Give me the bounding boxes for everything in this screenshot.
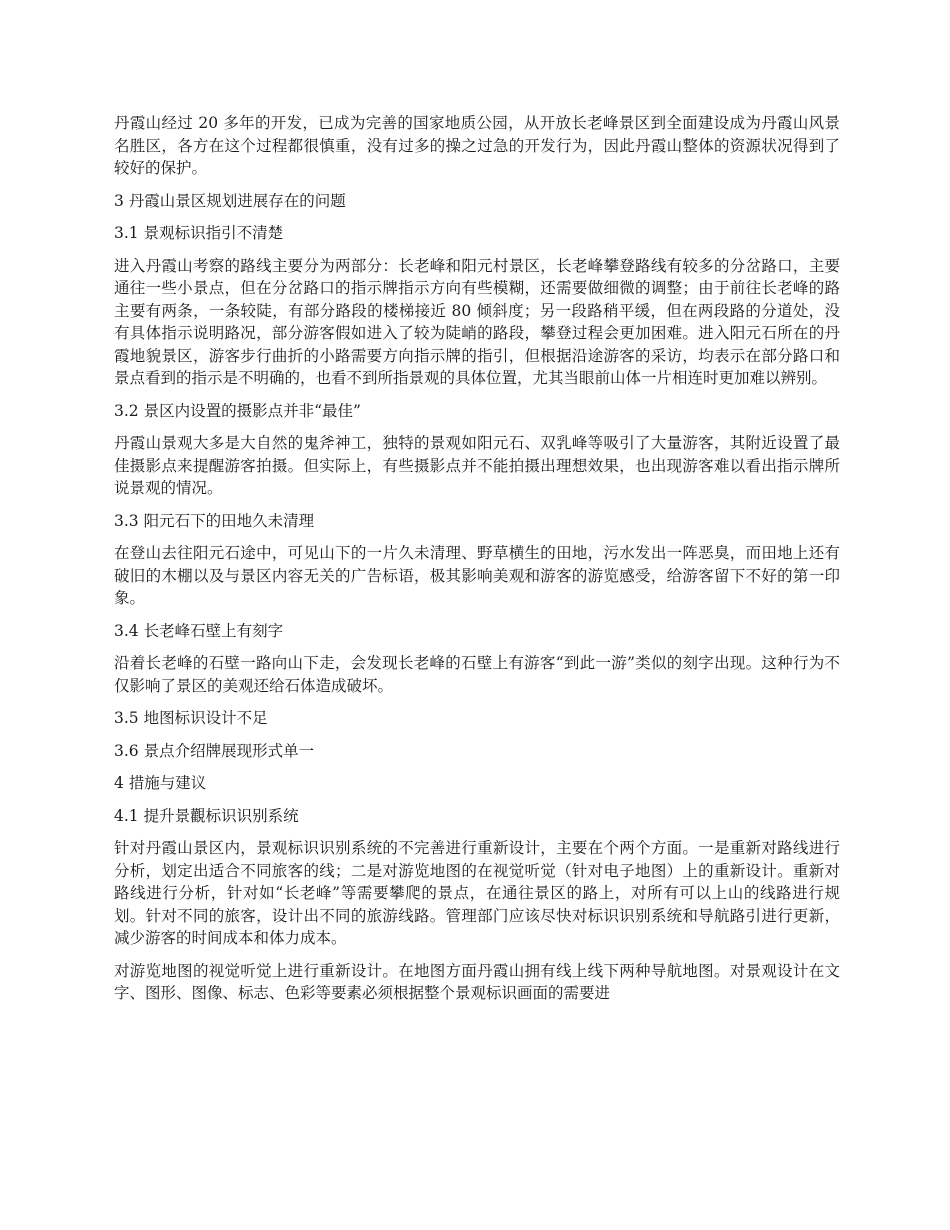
paragraph-3-2: 丹霞山景观大多是大自然的鬼斧神工，独特的景观如阳元石、双乳峰等吸引了大量游客，其附近设置了最佳摄影点来提醒游客拍摄。但实际上，有些摄影点并不能拍摄出理想效果，也出现游客难以看出指示牌所说景观的情况。 <box>114 434 840 497</box>
subsection-heading-3-1: 3.1 景观标识指引不清楚 <box>114 224 284 242</box>
section-heading-4: 4 措施与建议 <box>114 774 207 792</box>
paragraph-4-1: 针对丹霞山景区内，景观标识识别系统的不完善进行重新设计，主要在个两个方面。一是重新对路线进行分析，划定出适合不同旅客的线；二是对游览地图的在视觉听觉（针对电子地图）上的重新设计。重新对路线进行分析，针对如“长老峰”等需要攀爬的景点，在通往景区的路上，对所有可以上山的线路进行规划。针对不同的旅客，设计出不同的旅游线路。管理部门应该尽快对标识识别系统和导航路引进行更新，减少游客的时间成本和体力成本。 <box>114 839 840 947</box>
subsection-heading-4-1: 4.1 提升景觀标识识别系统 <box>114 806 299 825</box>
subsection-heading-3-6: 3.6 景点介绍牌展现形式单一 <box>114 741 315 760</box>
section-heading-3: 3 丹霞山景区规划进展存在的问题 <box>114 191 346 210</box>
subsection-heading-3-4: 3.4 长老峰石壁上有刻字 <box>114 621 284 640</box>
paragraph-3-4: 沿着长老峰的石壁一路向山下走，会发现长老峰的石壁上有游客“到此一游”类似的刻字出现。这种行为不仅影响了景区的美观还给石体造成破坏。 <box>114 654 840 695</box>
paragraph-intro: 丹霞山经过 20 多年的开发，已成为完善的国家地质公园，从开放长老峰景区到全面建设成为丹霞山风景名胜区，各方在这个过程都很慎重，没有过多的操之过急的开发行为，因此丹霞山整体的资源状况得到了较好的保护。 <box>114 114 840 177</box>
paragraph-3-1: 进入丹霞山考察的路线主要分为两部分：长老峰和阳元村景区，长老峰攀登路线有较多的分岔路口，主要通往一些小景点，但在分岔路口的指示牌指示方向有些模糊，还需要做细微的调整；由于前往长老峰的路主要有两条，一条较陡，有部分路段的楼梯接近 80 倾斜度；另一段路稍平缓，但在两段路的分道处，没有具体指示说明路况，部分游客假如进入了较为陡峭的路段，攀登过程会更加困难。进入阳元石所在的丹霞地貌景区，游客步行曲折的小路需要方向指示牌的指引，但根据沿途游客的采访，均表示在部分路口和景点看到的指示是不明确的，也看不到所指景观的具体位置，尤其当眼前山体一片相连时更加难以辨别。 <box>114 256 840 387</box>
paragraph-4-1-map: 对游览地图的视觉听觉上进行重新设计。在地图方面丹霞山拥有线上线下两种导航地图。对景观设计在文字、图形、图像、标志、色彩等要素必须根据整个景观标识画面的需要进 <box>114 961 840 1002</box>
subsection-heading-3-3: 3.3 阳元石下的田地久未清理 <box>114 511 315 530</box>
document-page <box>114 112 840 1015</box>
subsection-heading-3-5: 3.5 地图标识设计不足 <box>114 709 268 727</box>
paragraph-3-3: 在登山去往阳元石途中，可见山下的一片久未清理、野草横生的田地，污水发出一阵恶臭，而田地上还有破旧的木棚以及与景区内容无关的广告标语，极其影响美观和游客的游览感受，给游客留下不好的第一印象。 <box>114 544 840 607</box>
subsection-heading-3-2: 3.2 景区内设置的摄影点并非“最佳” <box>114 401 361 420</box>
